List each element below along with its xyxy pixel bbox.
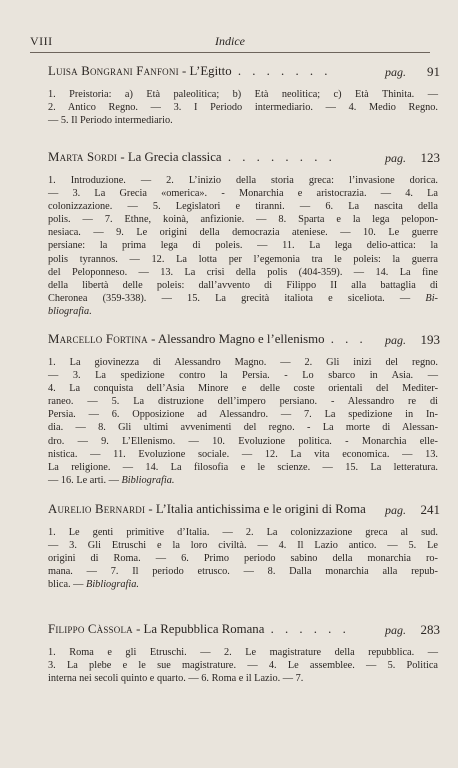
dot-leader: . . . . . . . xyxy=(237,64,332,78)
contents-line: origini di Roma. — 6. Primo periodo sabino della monarchia ro- xyxy=(48,553,438,565)
entry-contents xyxy=(48,356,440,487)
running-title: Indice xyxy=(215,34,245,48)
contents-line: bliografia. xyxy=(48,305,92,317)
contents-line: nesiaca. — 9. Le origini della democrazia ateniese. — 10. Le guerre xyxy=(48,227,438,239)
page-folio: VIII xyxy=(30,34,53,48)
contents-line: dia. — 8. Gli ultimi avvenimenti del regno. - La morte di Alessan- xyxy=(48,422,438,434)
contents-line: 1. Introduzione. — 2. L’inizio della storia greca: l’invasione dorica. xyxy=(48,175,438,186)
toc-entry xyxy=(48,332,440,487)
pag-label: pag. xyxy=(385,151,406,165)
contents-line: blica. — Bibliografia. xyxy=(48,579,139,591)
dot-leader: . . . xyxy=(330,332,367,346)
entry-page-number: 91 xyxy=(427,64,440,79)
entry-contents xyxy=(48,526,440,591)
entry-heading: Luisa Bongrani Fanfoni - L’Egitto . . . . . . . pag. 91 xyxy=(48,64,440,79)
contents-line: polis. — 7. Ethne, koinà, anfizionie. — 8. Sparta e la lega pelopon- xyxy=(48,214,438,226)
contents-line: 1. La giovinezza di Alessandro Magno. — 2. Gli inizi del regno. xyxy=(48,357,438,368)
contents-line: polis tyrannos. — 12. La lotta per l’egemonia tra le poleis: la guerra xyxy=(48,253,438,265)
toc-entry xyxy=(48,150,440,318)
contents-line: raneo. — 5. La distruzione dell’impero persiano. - Alessandro re di xyxy=(48,396,438,408)
entry-heading: Aurelio Bernardi - L’Italia antichissima e le origini di Roma pag. 241 xyxy=(48,502,440,517)
dot-leader: . . . . . . xyxy=(270,622,350,636)
contents-line: — 16. Le arti. — Bibliografia. xyxy=(48,474,175,486)
contents-line: dro. — 9. L’Ellenismo. — 10. Evoluzione politica. - Monarchia elle- xyxy=(48,435,438,447)
entry-page-number: 193 xyxy=(420,332,440,347)
pag-label: pag. xyxy=(385,623,406,637)
contents-line: — 3. La spedizione contro la Persia. - Lo sbarco in Asia. — xyxy=(48,370,438,382)
entry-page-number: 283 xyxy=(420,622,440,637)
contents-line: 2. Antico Regno. — 3. I Periodo intermediario. — 4. Medio Regno. xyxy=(48,102,438,114)
contents-line: 3. La plebe e le sue magistrature. — 4. Le assemblee. — 5. Politica xyxy=(48,660,438,672)
contents-line: 1. Preistoria: a) Età paleolitica; b) Età neolitica; c) Età Thinita. — xyxy=(48,89,438,100)
entry-page-number: 241 xyxy=(420,502,440,517)
entry-contents xyxy=(48,88,440,127)
contents-line: 1. Roma e gli Etruschi. — 2. Le magistrature della repubblica. — xyxy=(48,647,438,658)
entry-author: Luisa Bongrani Fanfoni xyxy=(48,64,179,78)
entry-author: Aurelio Bernardi xyxy=(48,502,146,516)
contents-line: Persia. — 6. Opposizione ad Alessandro. — 7. La spedizione in In- xyxy=(48,409,438,421)
contents-line: interna nei secoli quinto e quarto. — 6. Roma e il Lazio. — 7. xyxy=(48,673,304,685)
contents-line: colonizzazione. — 5. Legislatori e tiranni. — 6. La nascita della xyxy=(48,201,438,213)
entry-title: La Repubblica Romana xyxy=(143,622,265,636)
entry-author: Marta Sordi xyxy=(48,150,118,164)
pag-label: pag. xyxy=(385,503,406,517)
contents-line: nistica. — 11. Evoluzione sociale. — 12. La vita economica. — 13. xyxy=(48,448,438,460)
entry-author: Marcello Fortina xyxy=(48,332,148,346)
running-head xyxy=(30,34,430,53)
entry-title: La Grecia classica xyxy=(127,150,222,164)
entry-heading: Marcello Fortina - Alessandro Magno e l’ellenismo . . . pag. 193 xyxy=(48,332,440,347)
contents-line: mana. — 7. Il periodo etrusco. — 8. Dalla monarchia alla repub- xyxy=(48,566,438,578)
contents-line: — 3. Gli Etruschi e la loro civiltà. — 4. Il Lazio antico. — 5. Le xyxy=(48,540,438,552)
entry-title: L’Italia antichissima e le origini di Roma xyxy=(155,502,366,516)
entry-page-number: 123 xyxy=(420,150,440,165)
contents-line: — 5. Il Periodo intermediario. xyxy=(48,115,173,127)
contents-line: La religione. — 14. La filosofia e le scienze. — 15. La letteratura. xyxy=(48,461,438,473)
entry-heading: Filippo Càssola - La Repubblica Romana . . . . . . pag. 283 xyxy=(48,622,440,637)
toc-entry xyxy=(48,502,440,591)
entry-heading: Marta Sordi - La Grecia classica . . . . . . . . pag. 123 xyxy=(48,150,440,165)
contents-line: Cheronea (359-338). — 15. La grecità italiota e siceliota. — Bi- xyxy=(48,292,438,304)
toc-entry xyxy=(48,64,440,127)
pag-label: pag. xyxy=(385,65,406,79)
entry-title: Alessandro Magno e l’ellenismo xyxy=(157,332,325,346)
entry-contents xyxy=(48,174,440,318)
contents-line: 4. La conquista dell’Asia Minore e delle coste orientali del Mediter- xyxy=(48,383,438,395)
contents-line: persiane: la prima lega di poleis. — 11. La lega delio-attica: la xyxy=(48,240,438,252)
dot-leader: . . . . . . . . xyxy=(227,150,336,164)
entry-title: L’Egitto xyxy=(189,64,232,78)
contents-line: 1. Le genti primitive d’Italia. — 2. La colonizzazione greca al sud. xyxy=(48,527,438,538)
entry-contents xyxy=(48,646,440,685)
contents-line: della libertà delle poleis: dall’avvento di Filippo II alla battaglia di xyxy=(48,279,438,291)
toc-entry xyxy=(48,622,440,685)
contents-line: — 3. La Grecia «omerica». - Monarchia e aristocrazia. — 4. La xyxy=(48,188,438,200)
pag-label: pag. xyxy=(385,333,406,347)
contents-line: del Peloponneso. — 13. La crisi della polis (404-359). — 14. La fine xyxy=(48,266,438,278)
entry-author: Filippo Càssola xyxy=(48,622,133,636)
